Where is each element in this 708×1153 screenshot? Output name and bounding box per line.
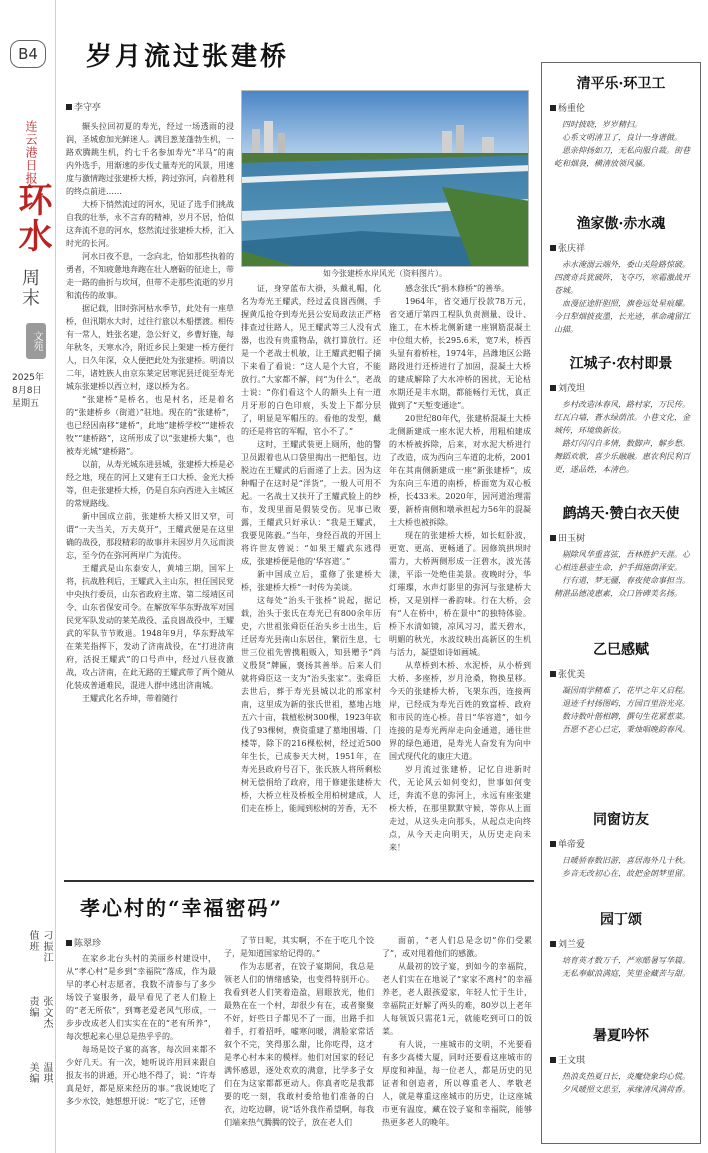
- poem-body: [554, 398, 690, 476]
- poem: [542, 639, 700, 736]
- poem-line: 行有道，梦无疆，春夜使命事担当。精湛品德凌惠素，众口皆碑美名扬。: [554, 576, 690, 598]
- paragraph: 感念张氏“捐木修桥”的善举。: [405, 284, 510, 293]
- poem: [542, 909, 700, 980]
- section-subtitle: 周末: [19, 268, 40, 308]
- paragraph: 每场是饺子宴的高客，每次回来都不少好几天。有一次，她听说许用回来跟自报友书的讲通，开心地不得了，说：“许寿真是好，都是原来经历的事。”我说她吃了多少水饺，她想想开说：“吃了它，还曾: [66, 1045, 216, 1106]
- paragraph: 证，身穿蓝布大褂，头戴礼帽，化名为寿光王耀武，经过孟良崮西侧，手握黄瓜抢夺到寿光县公安局政法正严格排查过往路人，见王耀武等三人没有式器，也没有贵重物品，就打算放行。还是一个老战士机敏，让王耀武把帽子摘下来看了看说：“这人是个大官，不能放行。”大家都不解，问“为什么”，老战士说：“你们看这个人的额头上有一道月牙形的白色印痕，头发上下都分层了，明显是军帽压的。看他的发型，戴的还是将官的军帽，官小不了。”: [241, 284, 381, 436]
- paragraph: 了节日呢，其实啊，不在于吃几个饺子，是知道国家给记得的。”: [224, 936, 374, 958]
- editor-credits: [26, 930, 56, 1140]
- poem-line: 退迹千村扬图屿，方园百里浴光亮。: [562, 699, 690, 708]
- paragraph: 20世纪80年代，张建桥混凝土大桥北侧新建成一座水泥大桥，用粗柏建成的木桥被拆除，后来，对水泥大桥进行了改造，成为西向三车道的北桥，2001年在其南侧新建成一座“新张建桥”，成为东向三车道的南桥，桥面宽为双心板桥，长433米。2020年，因河道治理需要，新桥南侧和墩承担起力56年的混凝土大桥也被拆除。: [389, 414, 531, 527]
- poem: [542, 213, 700, 336]
- paragraph: 辗头拉回初夏的寿光，经过一场透雨的浸润，圣城愈加光鲜迷人。满目葱茏蓬勃生机，一路欢腾跳生机，约七千名参加寿光“半马”的南内外选手，用渐速的步伐丈量寿光的风景，用速度与激情跑过张建桥大桥，跨过弥河，向着胜利的终点前进……: [66, 122, 234, 196]
- paragraph: 以前，从寿光城东进县城，张建桥大桥是必经之地，现在的河上又建有王口大桥、金光大桥等，但走张建桥大桥，仍是自东向西进入主城区的常规路线。: [66, 460, 234, 508]
- poem-line: 路灯闪闪自多情，数脚声，解乡愁。舞蹈欢歌，喜少乐融融。惠农利民利百更，遂品姓，本清色。: [554, 439, 690, 474]
- paragraph: 岁月流过张建桥，记忆自进新时代，无论风云如何变幻，世事如何变迁，奔流不息的弥河上，永远有座张建桥大桥，在那里默默守候，等你从上面走过，从这头走向那头，从起点走向终点，从今天走向明天，从历史走向未来！: [389, 765, 531, 852]
- poem-title: 暑夏吟怀: [593, 1028, 649, 1044]
- poem-line: 夕风暖照文思至，承缘清风满荷香。: [562, 1085, 690, 1094]
- paragraph: 这每处“治头干张桥”说起，据记载，治头于张氏在寿光已有800余年历史，六世祖张舜臣任治头乡士出生，后迁居寿光县南山东居住，繁衍生息，七世三位祖先曾携粗贩入，知县赠予“尚义殷贤”牌匾，褒扬其善举。后来人们就将舜臣这一支为“治头张家”。张舜臣去世后，葬于寿光县城以北的邢家村南，这里成为新的张氏世祖，墓地占地五六十亩，栽植松树300棵，1923年砍伐了93棵树，费资重建了墓地围墙、门楼等，除下的216棵松树，经过近500年生长，已成参天大树，1951年，在寿光县政府号召下，张氏族人将所剩松树无偿捐给了政府，用于修建张建桥大桥，大桥立柱及桥板全用柏树建成，人们走在桥上，能闻到松树的芳香，无不: [241, 596, 381, 813]
- poem: [542, 1025, 700, 1096]
- article1-headline: 岁月流过张建桥: [86, 42, 290, 72]
- poem-line: 赤水淹溺云端外，委山关险路惊破。四渡奇兵犹破阵，飞夺巧，寒霜激战开苍城。: [554, 260, 690, 295]
- poem-line: 培育英才数万千，严寒酷暑写华篇。: [562, 956, 690, 965]
- poem: [542, 809, 700, 880]
- poem-line: 日暖骄春数旧游，喜居海外几十秋。: [562, 856, 690, 865]
- paragraph: 新中国成立后，重修了张建桥大桥，张建桥大桥“一时传为美谈。: [241, 570, 381, 592]
- issue-day: 8月8日: [12, 386, 42, 396]
- article-divider: [64, 880, 534, 882]
- article1-byline: 李守亭: [66, 100, 101, 113]
- article2-column-1: [66, 952, 216, 1147]
- article1-column-3: [389, 282, 531, 872]
- paragraph: “张建桥”是桥名，也是村名，还是着名的“张建桥乡（街道）”驻地。现在的“张建桥”，也已经因南移“建桥”，此地“建桥学校”“建桥农牧”“建桥路”，这所形成了以“张建桥大集”，也被寿光城“建桥路”。: [66, 395, 234, 456]
- article2-headline: 孝心村的“幸福密码”: [80, 896, 284, 920]
- poem-line: 无私奉献浪满庭，笑里金藏苦与甜。: [562, 969, 690, 978]
- paragraph: 在家乡北台头村的美丽乡村建设中，从“孝心村”是乡到“幸福院”落成，作为最早的孝心村志愿者，我数不清参与了多少场饺子宴服务，最早看见了老人们脸上的“老无所依”，到骞老爱老风气形成，一步步改成老人们实实在在的“老有所养”，每次想起来心里总是热乎乎的。: [66, 954, 216, 1041]
- poem-body: [554, 118, 690, 170]
- paragraph: 有人说，一座城市的文明，不光要看有多少高楼大厦，同时还要看这座城市的厚度和神温，每一位老人，都是历史的见证者和创造者，所以尊重老人、孝敬老人，就是尊重这座城市的历史，让这座城市更有温度，藏在饺子宴和幸福院，能够热更多老人的晚年。: [382, 1040, 532, 1127]
- photo-caption: 如今张建桥水岸风光（资料图片）。: [323, 269, 447, 278]
- paragraph: 从最初的饺子宴，到如今的幸福院，老人们实在在地说了“家家不离村”的幸福养老，老人跟孩爱家，年轻人忙于生计，幸福院正好解了两头的难，80岁以上老年人每领饭只需花1元，就能吃到可口的饭菜。: [382, 962, 532, 1036]
- paragraph: 这时，王耀武装更上厕所，他的警卫员跟着也从口袋里掏出一把船包，边脱边在王耀武的后面递了上去。因为这种帽子在这时是“洋货”，一般人可用不起。一名战士又扶开了王耀武脸上的纱布，发现里面是假装受伤。见事已败露，王耀武只好承认：“我是王耀武，我要见陈毅。”当年，身经百战的开国上将许世友曾说：“如果王耀武东逃得成，张建桥便是他的‘华容道’。”: [241, 440, 381, 566]
- paragraph: 河水日夜不息，一念向北，恰如那些执着的勇者，不知疲惫地奔跑在壮人磨砺的征途上，带走一路的曲折与坎坷，但带不走那些流逝的岁月和流传的故事。: [66, 252, 234, 300]
- poem-body: [554, 548, 690, 600]
- poem-author: 刘茂坦: [550, 381, 700, 394]
- poem-title: 清平乐·环卫工: [576, 76, 666, 92]
- poem-body: [554, 258, 690, 336]
- paragraph: 大桥下悄然流过的河水，见证了选手们挑战自我的壮举，永不言弃的精神，岁月不居，恰似这奔流不息的河水，悠然流过张建桥大桥，汇入时光的长河。: [66, 200, 234, 248]
- paragraph: 从草桥到木桥、水泥桥，从小桥到大桥、多座桥，岁月沧桑，物换星移。今天的张建桥大桥，飞架东西，连接两岸，已经成为寿光百姓的致富桥、政府和市民的连心桥。昔日“华容道”，如今连接的是寿光两岸走向金通道，通往世界的绿色通道，是寿光人奋发有为向中国式现代化的康庄大道。: [389, 661, 531, 761]
- poem-line: 恩亲抑扬如刀，无私向服自裁。街巷屹和烟袅，横清放领风骚。: [554, 146, 690, 168]
- paragraph: 作为志愿者，在饺子宴期间，我总是领老人们的情绪感染，也变得特别开心。我看到老人们笑着造盈，眉眼放光，他们最熟在在一个村，却很少有在，或者聚聚不好，好些日子都见不了一面，出路手扣着手，打着招呼，嘘寒问暖，满脸家常话叙个不完，笑得那么甜，比你吃得，这才是孝心村本来的模样。他们对国家的轻记满怀感恩，逐处欢欢的满意，比学多子女们在为这家都都更动人。你真者吃是我都要的吃一刻，我敢村委给他们准备的白衣，边吃边聊，说“话外我作希望啊，每我们端来热气腾腾的饺子，放在老人们: [224, 962, 374, 1127]
- editor-role-art: 美编: [27, 1062, 38, 1084]
- bridge-landscape-photo: [242, 91, 529, 267]
- poem-body: [554, 854, 690, 880]
- poem-line: 剔除风华重喜弦，吾林胜护天涯。心心相连悬壶生命，护手揖施荫泽安。: [554, 550, 690, 572]
- newspaper-logo: 连云港日报: [24, 120, 38, 185]
- poem-title: 渔家傲·赤水魂: [576, 216, 666, 232]
- poem-body: [554, 954, 690, 980]
- poem-author: 张庆祥: [550, 241, 700, 254]
- poem-title: 乙巳感赋: [593, 642, 649, 658]
- poem-line: 乡村改造沐春风，路村家，万民传。红瓦白墙，蒼水绿荫浓。小巷文化，金城传，环境焕新妆。: [554, 400, 690, 435]
- poem-title: 园丁颂: [600, 912, 642, 928]
- poem-body: [554, 1070, 690, 1096]
- poem-author: 张优美: [550, 667, 700, 680]
- poem-line: 数诗数叶偕相聘，撰句生花紧惹菜。: [562, 712, 690, 721]
- paragraph: 据记载，旧时弥河枯水季节，此处有一座草桥，但汛期水大时，过往行旅以木船摆渡。相传有一常人，姓张名建，急公好义，乡曹好施，每年秋冬，天寒水冷，附近乡民上架建一桥方便行人，日久年深，众人便把此处为张建桥。明清以二年，诸姓族人由京东莱定居寒泥县迁徙至寿光城东张建桥以西立村，遂以桥为名。: [66, 304, 234, 391]
- poem-author: 田玉树: [550, 531, 700, 544]
- paragraph: 1964年，省交通厅投款78万元，省交通厅第四工程队负责测量、设计、施工，在木桥北侧新建一座钢筋混凝土中位组大桥，长295.6米，宽7米，桥西头显有着桥柱，1974年，昌潍地区公路路段进行还桥进行了加固，混凝土大桥的建成解除了大水冲桥的困扰，无论枯水期还是丰水期，都能畅行无忧，真正做到了“天堑变通途”。: [389, 297, 531, 410]
- issue-weekday: 星期五: [12, 399, 40, 409]
- poem-line: 吾愿不老心已定，秉烛唱晚韵春风。: [562, 725, 690, 734]
- poem-line: 乡音无改初心在，故把金朗梦里留。: [562, 869, 690, 878]
- poem-line: 四时披晓，岁岁精扫。: [562, 120, 642, 129]
- poem-author: 王文琪: [550, 1053, 700, 1066]
- poem-title: 鹧鸪天·赞白衣天使: [562, 506, 680, 522]
- paragraph: 王耀武化名乔坤，带着随行: [82, 694, 178, 703]
- paragraph: 面前，“老人们总是念切”你们受累了”，或对甩着他们的感激。: [382, 936, 532, 958]
- bridge-photo: [241, 90, 529, 267]
- editor-name-chief: 张文杰: [41, 996, 52, 1029]
- page-number: B4: [10, 40, 46, 68]
- issue-year: 2025年: [12, 373, 44, 383]
- poem-author: 刘兰爱: [550, 937, 700, 950]
- section-seal: 文苑: [26, 323, 46, 359]
- poem-body: [554, 684, 690, 736]
- poem: [542, 503, 700, 600]
- editor-name-onduty: 刁振江: [41, 930, 52, 963]
- article2-column-2: [224, 934, 374, 1147]
- paragraph: 王耀武是山东泰安人，黄埔三期，国军上将，抗战胜利后，王耀武入主山东，担任国民党中央执行委员，山东省政府主席、第二绥靖区司令、山东省保安司令。在解放军华东野战军对国民党军队发动的莱芜战役、孟良崮战役中，王耀武的军队节节败退。1948年9月，华东野战军在莱芜指挥下，发动了济南战役，在“打进济南府，活捉王耀武”的口号声中，经过八昼夜激战，攻占济南，在此无路的王耀武带了两个随从化装成普通难民，混进人群中逃出济南城。: [66, 564, 234, 690]
- poem-line: 凝因雨学精难了，花甲之年又启程。: [562, 686, 690, 695]
- poem: [542, 73, 700, 170]
- poem-author: 单帝爱: [550, 837, 700, 850]
- poem-line: 热浪炙热夏日长，炎魔烧象均心慌。: [562, 1072, 690, 1081]
- poem-line: 血漫征途肝胆照，旗卷远处星痕耀。今日犁烟披夜墨，长光迹，革命魂留江山描。: [554, 299, 690, 334]
- poem-author: 杨重伦: [550, 101, 700, 114]
- poem-title: 同窗访友: [593, 812, 649, 828]
- poem-title: 江城子·农村即景: [569, 356, 673, 372]
- article1-column-2: [241, 282, 381, 872]
- article1-column-1: [66, 120, 234, 870]
- paragraph: 现在的张建桥大桥，如长虹卧波，更宽、更高、更畅通了。因修筑拱坝时需力，大桥两侧形成一汪碧水，波光荡漾，平添一处绝佳美景。夜晚时分，华灯璀璨，水声灯影里的弥河与张建桥大桥，又是别样一番韵味。行在大桥，会有“人在桥中，桥在景中”的独特体验。桥下水清如镜，凉风习习，蓝天碧水，明媚的秋光，水波纹映出高新区的生机与活力，凝望如诗如画城。: [389, 531, 531, 657]
- editor-role-chief: 责编: [27, 996, 38, 1018]
- poetry-sidebar: [541, 62, 701, 1144]
- section-title: 环水: [12, 182, 52, 254]
- article2-column-3: [382, 934, 532, 1147]
- editor-role-onduty: 值班: [27, 930, 38, 952]
- editor-name-art: 温琪: [41, 1062, 52, 1084]
- issue-date: [12, 372, 52, 411]
- paragraph: 新中国成立前，张建桥大桥又旧又窄，可谓“一夫当关，万夫莫开”，王耀武便是在这里确的战役，那段精彩的故事并未因岁月久远而淡忘，至今仍在弥河两岸广为流传。: [66, 512, 234, 560]
- poem: [542, 353, 700, 476]
- masthead: [0, 0, 56, 1153]
- article2-byline: 陈翠珍: [66, 936, 101, 949]
- poem-line: 心系文明清卫了，良计一身谱做。: [562, 133, 682, 142]
